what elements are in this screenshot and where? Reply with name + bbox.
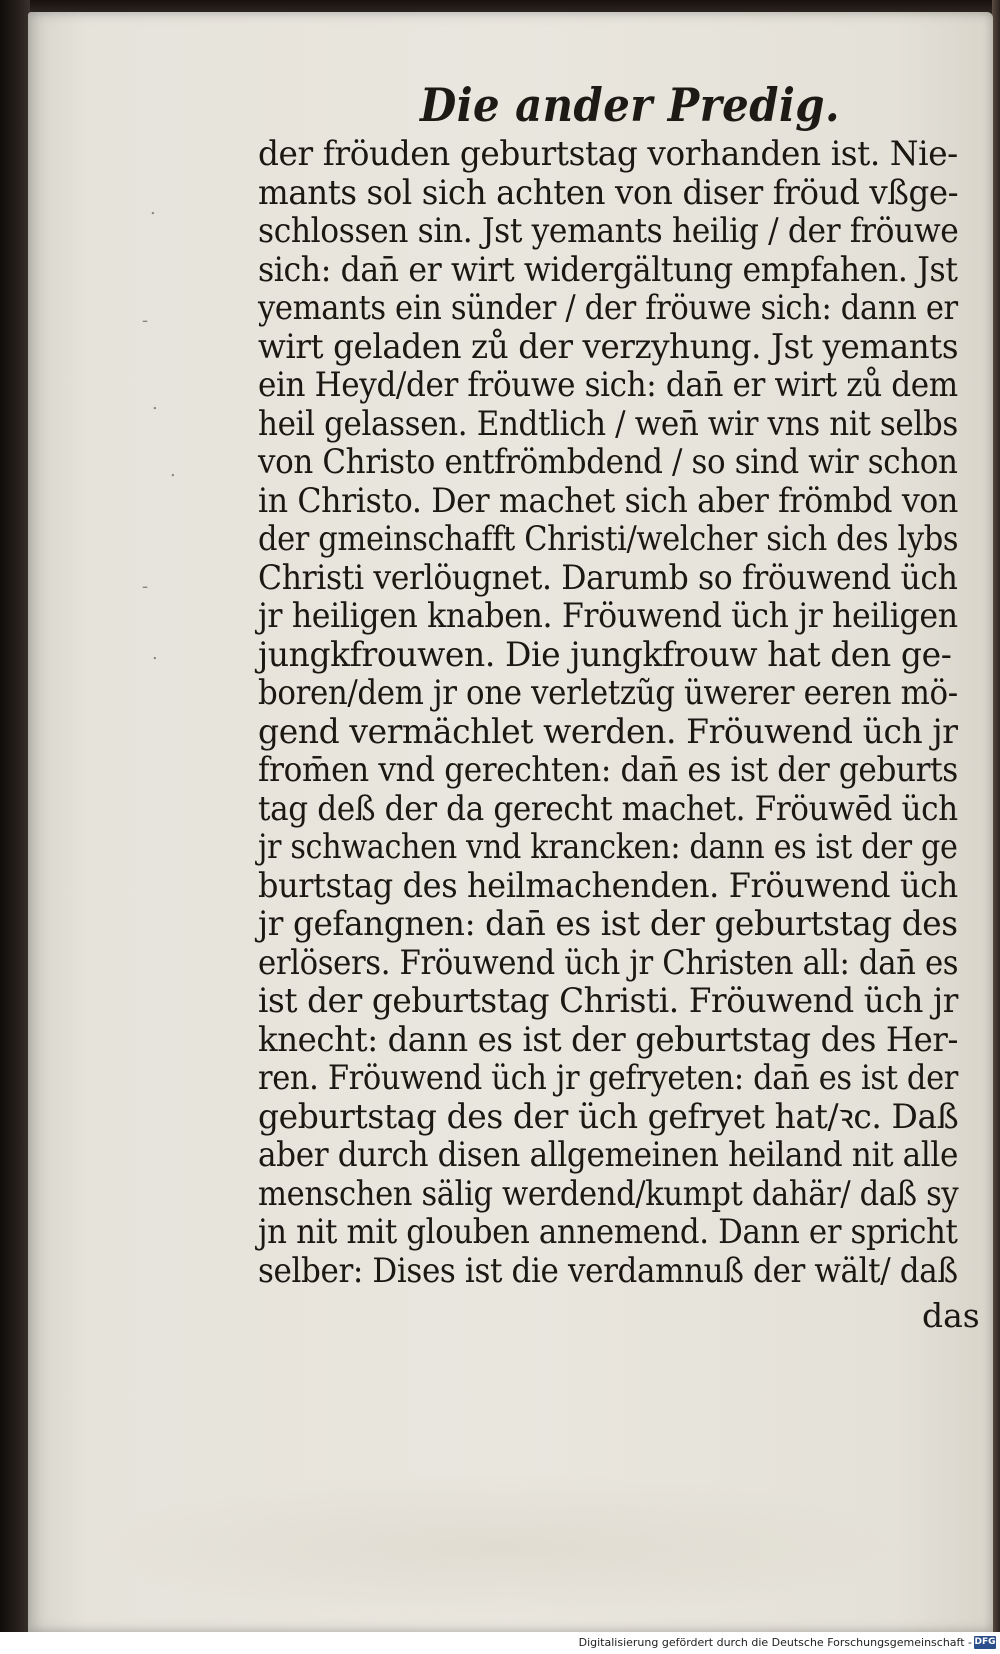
text-line: erlösers. Fröuwend üch jr Christen all: dan̄ es — [258, 942, 959, 982]
text-line: boren/dem jr one verletzũg üwerer eeren mö- — [258, 673, 958, 712]
text-line: knecht: dann es ist der geburtstag des Her- — [258, 1019, 959, 1059]
text-line: jungkfrouwen. Die jungkfrouw hat den ge- — [258, 634, 952, 674]
text-line: ist der geburtstag Christi. Fröuwend üch jr — [258, 981, 958, 1020]
text-line: jr gefangnen: dan̄ es ist der geburtstag des — [258, 904, 958, 943]
book-gutter — [0, 0, 30, 1640]
text-line: burtstag des heilmachenden. Fröuwend üch — [258, 865, 958, 905]
margin-mark: . — [170, 460, 176, 481]
footer-credit: Digitalisierung gefördert durch die Deutsche Forschungsgemeinschaft - — [578, 1636, 972, 1649]
text-line: schlossen sin. Jst yemants heilig / der fröuwe — [258, 211, 959, 250]
paper-stain — [88, 1472, 908, 1622]
text-line: gend vermächlet werden. Fröuwend üch jr — [258, 711, 958, 751]
text-line: aber durch disen allgemeinen heiland nit alle — [258, 1135, 959, 1174]
margin-mark: . — [152, 393, 158, 414]
text-line: mants sol sich achten von diser fröud vßge- — [258, 172, 959, 212]
text-line: Christi verlöugnet. Darumb so fröuwend üch — [258, 557, 958, 597]
margin-mark: . — [152, 643, 158, 664]
text-line: von Christo entfrömbdend / so sind wir schon — [258, 442, 958, 481]
text-line: from̄en vnd gerechten: dan̄ es ist der geburts — [258, 750, 958, 789]
margin-mark: - — [142, 310, 149, 331]
margin-mark: - — [142, 576, 149, 597]
dfg-logo: DFG — [974, 1637, 996, 1647]
text-line: tag deß der da gerecht machet. Fröuwēd üch — [258, 788, 958, 828]
text-line: heil gelassen. Endtlich / wen̄ wir vns nit selbs — [258, 403, 958, 443]
text-line: yemants ein sünder / der fröuwe sich: dann er — [258, 288, 958, 327]
text-line: jn nit mit glouben annemend. Dann er spricht — [258, 1212, 958, 1251]
text-line: geburtstag des der üch gefryet hat/ꝛc. Daß — [258, 1096, 959, 1136]
page-body-text — [258, 135, 970, 1290]
text-line: sich: dan̄ er wirt widergältung empfahen. Jst — [258, 249, 958, 289]
margin-mark: . — [150, 198, 156, 219]
text-line: ren. Fröuwend üch jr gefryeten: dan̄ es ist der — [258, 1058, 958, 1097]
catchword: das — [922, 1296, 980, 1335]
book-fore-edge — [992, 0, 1000, 1640]
text-line: der gmeinschafft Christi/welcher sich des lybs — [258, 519, 959, 558]
text-line: selber: Dises ist die verdamnuß der wält/ daß — [258, 1250, 958, 1290]
text-line: jr schwachen vnd krancken: dann es ist der ge — [258, 827, 958, 866]
text-line: ein Heyd/der fröuwe sich: dan̄ er wirt zů dem — [258, 365, 958, 404]
running-title: Die ander Predig. — [420, 78, 841, 132]
text-line: wirt geladen zů der verzyhung. Jst yemants — [258, 326, 959, 366]
text-line: menschen sälig werdend/kumpt dahär/ daß sy — [258, 1173, 959, 1213]
text-line: jr heiligen knaben. Fröuwend üch jr heiligen — [258, 596, 958, 635]
text-line: in Christo. Der machet sich aber frömbd von — [258, 480, 958, 520]
text-line: der fröuden geburtstag vorhanden ist. Nie- — [258, 134, 958, 173]
